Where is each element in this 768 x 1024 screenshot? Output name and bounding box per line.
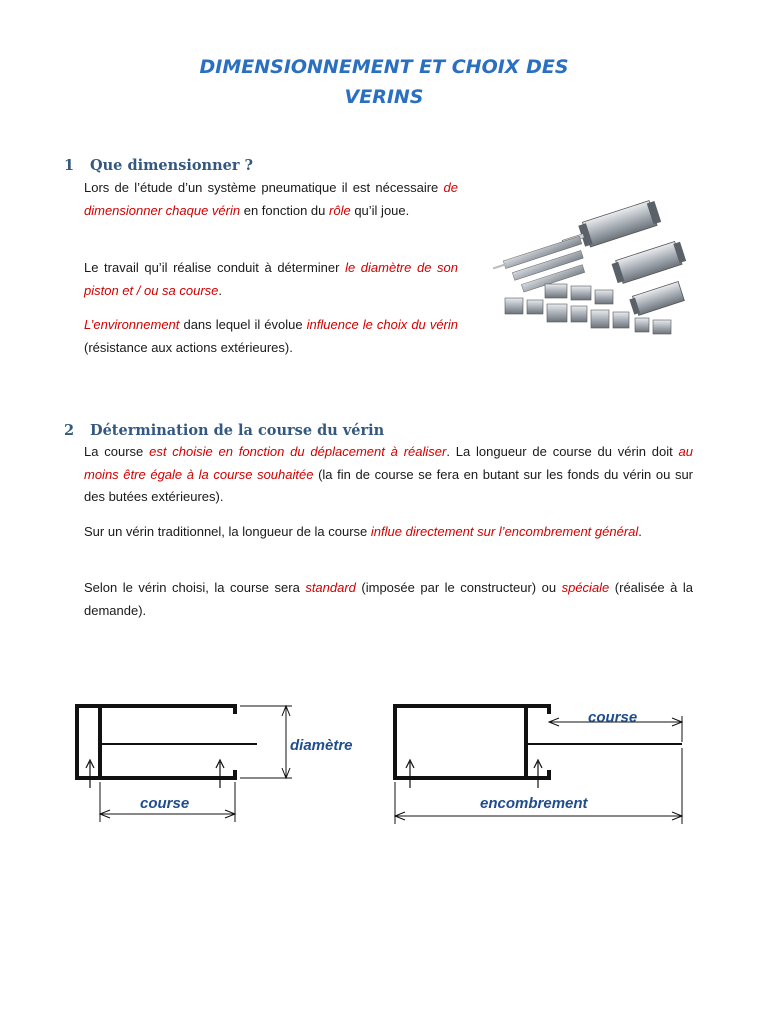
title-line-2: VERINS bbox=[344, 86, 424, 108]
label-encombrement: encombrement bbox=[480, 795, 588, 812]
section-1-paragraph-1 bbox=[84, 177, 458, 222]
emphasis-text: spéciale bbox=[561, 580, 610, 595]
emphasis-text: le diamètre de son piston et / ou sa course bbox=[84, 260, 458, 298]
section-2-title: Détermination de la course du vérin bbox=[90, 422, 385, 439]
text-run: (imposée par le constructeur) ou bbox=[355, 580, 562, 595]
section-1-paragraph-2 bbox=[84, 257, 458, 302]
section-2-paragraph-1 bbox=[84, 441, 693, 509]
label-diametre: diamètre bbox=[290, 737, 353, 754]
section-1-heading bbox=[64, 157, 253, 174]
text-run: (la fin de course se fera en butant sur les fonds du vérin ou sur des butées extérieures). bbox=[84, 466, 694, 504]
pneumatic-cylinders-photo bbox=[485, 200, 695, 340]
emphasis-text: L’environnement bbox=[84, 317, 180, 332]
section-2-paragraph-2 bbox=[84, 521, 693, 544]
emphasis-text: standard bbox=[305, 580, 356, 595]
emphasis-text: influence le choix du vérin bbox=[306, 317, 459, 332]
emphasis-text: est choisie en fonction du déplacement à réaliser bbox=[149, 444, 447, 459]
text-run: (réalisée à la demande). bbox=[84, 580, 693, 618]
title-line-1: DIMENSIONNEMENT ET CHOIX DES bbox=[199, 56, 569, 78]
text-run: qu’il joue. bbox=[350, 202, 410, 218]
text-run: Selon le vérin choisi, la course sera bbox=[84, 580, 306, 595]
label-course-left: course bbox=[140, 795, 190, 812]
emphasis-text: de dimensionner chaque vérin bbox=[84, 180, 458, 218]
text-run: . La longueur de course du vérin doit bbox=[446, 444, 679, 459]
emphasis-text: rôle bbox=[329, 202, 351, 218]
emphasis-text: influe directement sur l’encombrement général bbox=[370, 524, 639, 539]
section-1-title: Que dimensionner ? bbox=[90, 157, 254, 174]
text-run: (résistance aux actions extérieures). bbox=[84, 339, 293, 355]
section-2-number: 2 bbox=[64, 422, 75, 439]
label-course-right: course bbox=[588, 709, 638, 726]
text-run: en fonction du bbox=[240, 202, 330, 218]
text-run: Lors de l’étude d’un système pneumatique il est nécessaire bbox=[84, 180, 444, 195]
section-2-heading bbox=[64, 422, 384, 439]
text-run: Le travail qu’il réalise conduit à déterminer bbox=[84, 260, 346, 275]
text-run: . bbox=[218, 282, 223, 298]
section-1-paragraph-3 bbox=[84, 314, 458, 359]
text-run: Sur un vérin traditionnel, la longueur de la course bbox=[84, 524, 371, 539]
text-run: dans lequel il évolue bbox=[179, 317, 307, 332]
section-1-number: 1 bbox=[64, 157, 75, 174]
cylinder-dimension-diagram bbox=[60, 692, 720, 842]
text-run: La course bbox=[84, 444, 150, 459]
section-2-paragraph-3 bbox=[84, 577, 693, 622]
text-run: . bbox=[638, 524, 642, 539]
page-title bbox=[0, 52, 768, 112]
emphasis-text: au moins être égale à la course souhaitée bbox=[84, 444, 694, 482]
